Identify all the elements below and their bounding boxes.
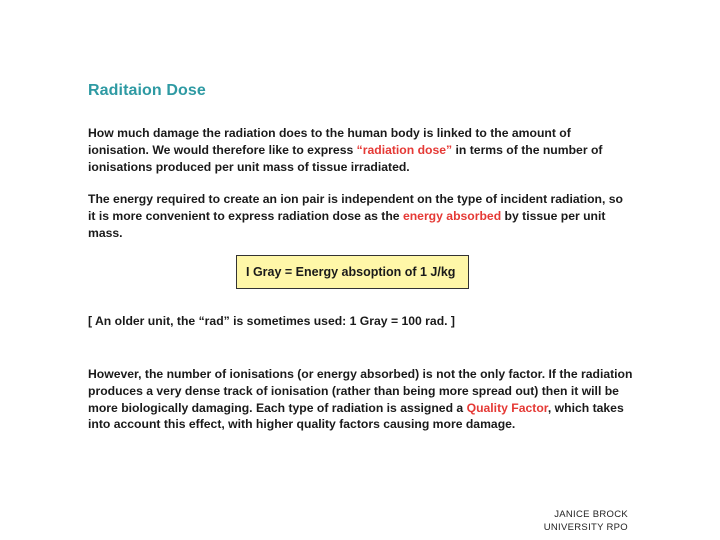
footer-line-name: JANICE BROCK <box>554 509 628 520</box>
slide-title: Raditaion Dose <box>88 82 206 99</box>
paragraph-energy <box>88 191 633 241</box>
highlight-energy-absorbed: energy absorbed <box>402 208 502 223</box>
paragraph-text: in terms of the number of ionisations produced per unit mass of tissue irradiated. <box>88 142 603 174</box>
paragraph-text: , which takes into account this effect, with higher quality factors causing more damage. <box>88 400 624 432</box>
paragraph-ionisation <box>88 125 633 175</box>
gray-definition-text: I Gray = Energy absoption of 1 J/kg <box>246 265 456 279</box>
gray-definition-box <box>236 255 469 289</box>
paragraph-text: by tissue per unit mass. <box>88 208 606 240</box>
highlight-quality-factor: Quality Factor <box>466 400 548 415</box>
paragraph-text: The energy required to create an ion pair is independent on the type of incident radiation, so it is more convenient to express radiation dose as the <box>88 192 623 223</box>
paragraph-text: How much damage the radiation does to the human body is linked to the amount of ionisation. We would therefore like to express <box>88 126 571 157</box>
footer-line-org: UNIVERSITY RPO <box>543 522 628 533</box>
paragraph-rad-unit: [ An older unit, the “rad” is sometimes used: 1 Gray = 100 rad. ] <box>88 314 455 328</box>
paragraph-text: However, the number of ionisations (or energy absorbed) is not the only factor. If the radiation produces a very dense track of ionisation (rather than being more spread out) then it will be more biologically damaging. Each type of radiation is assigned a <box>88 367 633 415</box>
paragraph-quality-factor <box>88 366 633 433</box>
highlight-radiation-dose: “radiation dose” <box>356 142 453 157</box>
footer-credit <box>544 508 628 534</box>
